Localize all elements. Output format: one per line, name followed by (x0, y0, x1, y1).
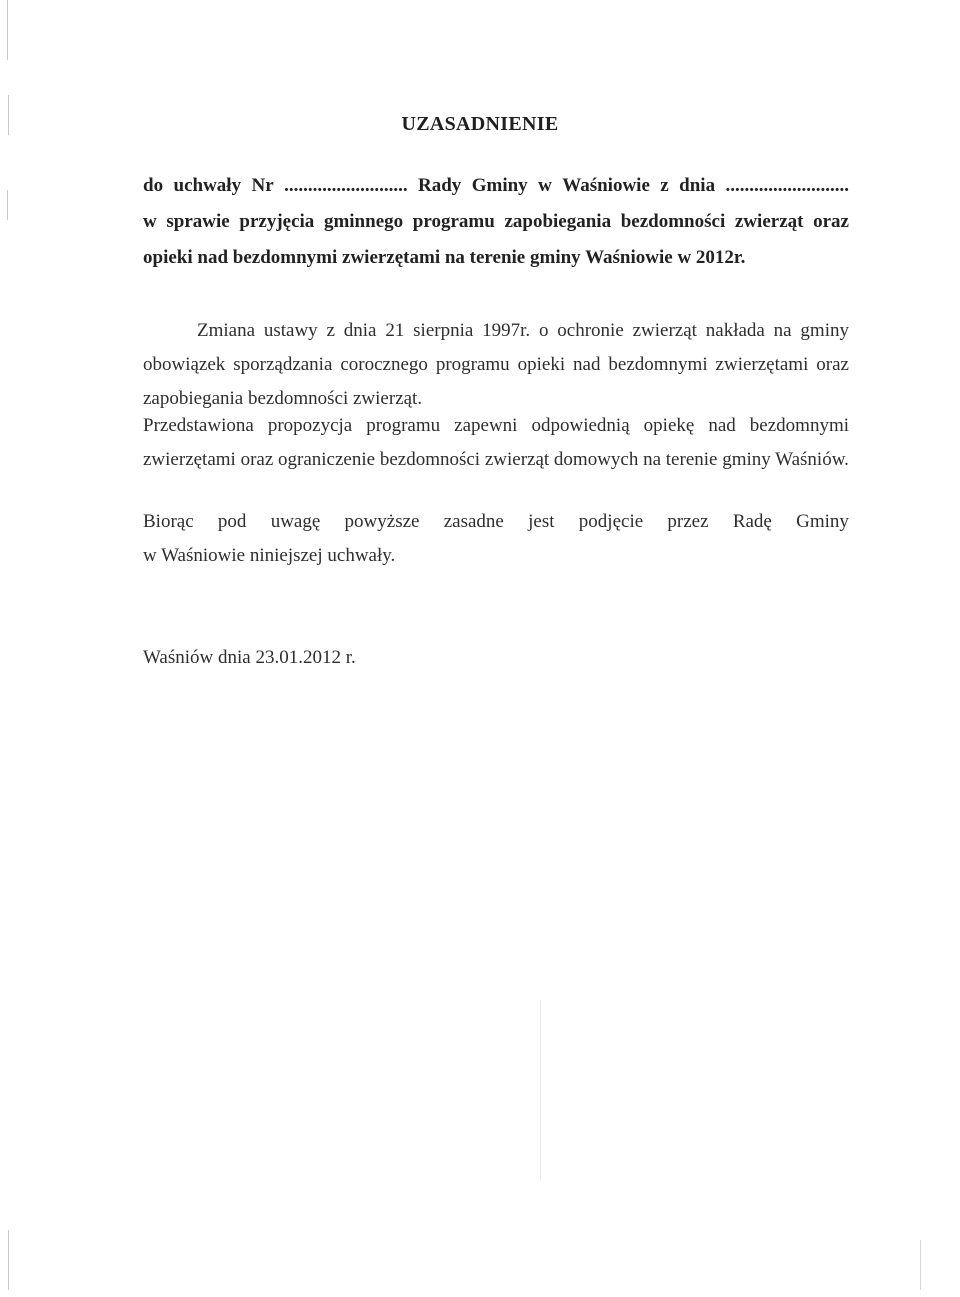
conclusion-line-1 (143, 505, 849, 539)
conclusion-word: jest (528, 511, 555, 532)
number-placeholder: .......................... (284, 175, 408, 196)
scan-edge-mark (8, 1230, 9, 1290)
subject-word: uchwały (173, 175, 242, 196)
subject-word: Rady (418, 175, 462, 196)
subject-word: Gminy (471, 175, 528, 196)
paragraph-proposal: Przedstawiona propozycja programu zapewni odpowiednią opiekę nad bezdomnymi zwierzętami oraz ograniczenie bezdomności zwierząt domowych na terenie gminy Waśniów. (143, 415, 849, 470)
conclusion-word: przez (667, 511, 709, 532)
conclusion-word: podjęcie (578, 511, 644, 532)
subject-word: do (143, 175, 164, 196)
subject-word: z (660, 175, 669, 196)
subject-line-2-text: w sprawie przyjęcia gminnego programu zapobiegania bezdomności zwierząt oraz (143, 211, 849, 232)
place-and-date: Waśniów dnia 23.01.2012 r. (143, 647, 356, 668)
subject-line-3: opieki nad bezdomnymi zwierzętami na terenie gminy Waśniowie w 2012r. (143, 247, 746, 268)
paragraph-conclusion (143, 505, 849, 573)
scan-edge-mark (920, 1240, 921, 1290)
conclusion-line-2: w Waśniowie niniejszej uchwały. (143, 545, 396, 566)
subject-line-2 (143, 204, 849, 240)
conclusion-word: Radę (732, 511, 772, 532)
conclusion-word: uwagę (270, 511, 321, 532)
conclusion-word: zasadne (443, 511, 504, 532)
paragraph-legal-basis: Zmiana ustawy z dnia 21 sierpnia 1997r. o ochronie zwierząt nakłada na gminy obowiązek sporządzania corocznego programu opieki nad bezdomnymi zwierzętami oraz zapobiegania bezdomności zwierząt. (143, 320, 849, 409)
subject-word: dnia (679, 175, 716, 196)
conclusion-word: Biorąc (143, 511, 194, 532)
conclusion-word: powyższe (344, 511, 420, 532)
subject-word: Nr (251, 175, 274, 196)
subject-line-1 (143, 168, 849, 204)
conclusion-word: Gminy (796, 511, 849, 532)
scan-edge-mark (7, 0, 8, 60)
subject-word: Waśniowie (562, 175, 650, 196)
scan-edge-mark (7, 190, 8, 220)
subject-word: w (538, 175, 552, 196)
date-placeholder: .......................... (725, 175, 849, 196)
document-subject (143, 168, 849, 276)
document-title: UZASADNIENIE (401, 113, 559, 135)
scan-fold-mark (540, 1000, 541, 1180)
conclusion-word: pod (217, 511, 247, 532)
